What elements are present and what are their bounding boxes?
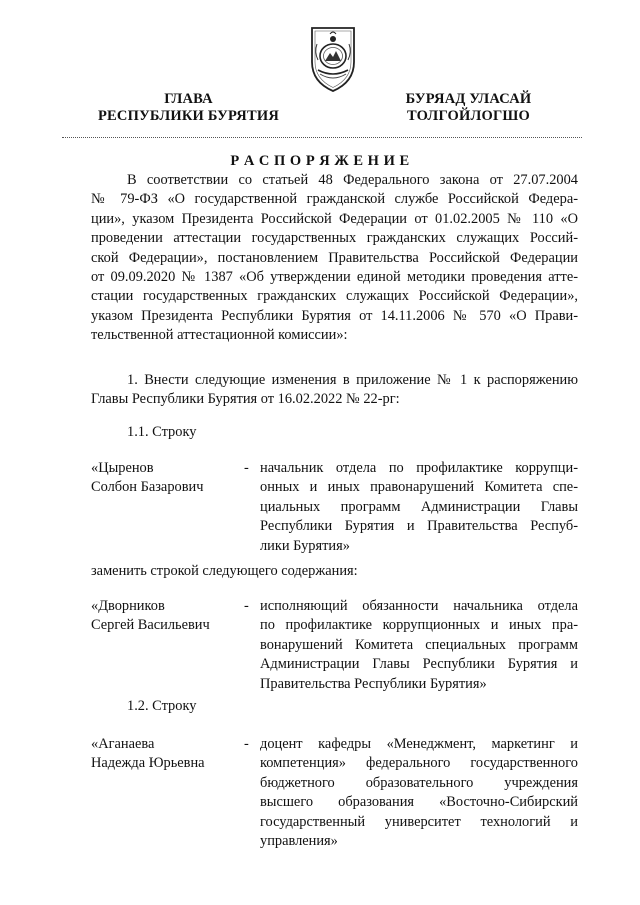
- header-left-title: [86, 91, 291, 125]
- entry-position: [260, 459, 578, 556]
- item-1-2-label: 1.2. Строку: [127, 698, 197, 714]
- preamble-line: № 79-ФЗ «О государственной гражданской службе Российской Федера-: [91, 191, 578, 208]
- preamble-line: указом Президента Республики Бурятия от 14.11.2006 № 570 «О Прави-: [91, 307, 578, 324]
- header-right-line-2: ТОЛГОЙЛОГШО: [407, 108, 530, 124]
- item-1-1-label: 1.1. Строку: [127, 424, 197, 440]
- entry-given-names: Надежда Юрьевна: [91, 755, 205, 772]
- entry-position-line: исполняющий обязанности начальника отдела: [260, 598, 578, 614]
- entry-surname: «Цыренов: [91, 460, 154, 476]
- entry-surname: «Дворников: [91, 598, 165, 614]
- header-right-title: [386, 91, 551, 125]
- entry-name: [91, 597, 241, 636]
- header-left-line-1: ГЛАВА: [164, 91, 213, 107]
- entry-position-line: вонарушений Комитета специальных программ: [260, 636, 578, 653]
- entry-position-line: доцент кафедры «Менеджмент, маркетинг и: [260, 736, 578, 752]
- document-title: Р А С П О Р Я Ж Е Н И Е: [230, 153, 410, 169]
- item-1-line: Главы Республики Бурятия от 16.02.2022 № 22-рг:: [91, 391, 400, 408]
- item-1-line: 1. Внести следующие изменения в приложение № 1 к распоряжению: [127, 372, 578, 388]
- entry-dash: -: [244, 460, 249, 476]
- entry-position-line: высшего образования «Восточно-Сибирский: [260, 794, 578, 811]
- entry-position-line: Правительства Республики Бурятия»: [260, 675, 487, 692]
- header-right-line-1: БУРЯАД УЛАСАЙ: [405, 91, 532, 107]
- entry-given-names: Солбон Базарович: [91, 479, 204, 496]
- header-divider: [62, 137, 582, 138]
- entry-position-line: управления»: [260, 832, 338, 849]
- header-left-line-2: РЕСПУБЛИКИ БУРЯТИЯ: [98, 108, 279, 124]
- entry-position-line: лики Бурятия»: [260, 537, 350, 554]
- entry-surname: «Аганаева: [91, 736, 155, 752]
- preamble-paragraph: [91, 171, 578, 346]
- entry-position-line: циальных программ Администрации Главы: [260, 498, 578, 515]
- preamble-line: ции», указом Президента Российской Федерации от 01.02.2005 № 110 «О: [91, 210, 578, 227]
- entry-position-line: начальник отдела по профилактике коррупци-: [260, 460, 578, 476]
- item-1-paragraph: [91, 371, 578, 410]
- replace-text: заменить строкой следующего содержания:: [91, 563, 358, 579]
- entry-position-line: онных и иных правонарушений Комитета спе-: [260, 479, 578, 496]
- entry-position-line: государственный университет технологий и: [260, 813, 578, 830]
- entry-position-line: по профилактике коррупционных и иных пра-: [260, 617, 578, 634]
- preamble-line: ской Федерации», постановлением Правительства Российской Федерации: [91, 249, 578, 266]
- entry-given-names: Сергей Васильевич: [91, 617, 210, 634]
- entry-dash: -: [244, 598, 249, 614]
- entry-position: [260, 597, 578, 694]
- preamble-line: от 09.09.2020 № 1387 «Об утверждении единой методики проведения атте-: [91, 268, 578, 285]
- preamble-line: тельственной аттестационной комиссии»:: [91, 327, 348, 344]
- entry-position-line: бюджетного образовательного учреждения: [260, 774, 578, 791]
- preamble-line: проведении аттестации государственных гражданских служащих Россий-: [91, 230, 578, 247]
- entry-position-line: компетенция» федерального государственного: [260, 755, 578, 772]
- coat-of-arms-icon: [304, 22, 362, 94]
- preamble-line: В соответствии со статьей 48 Федерального закона от 27.07.2004: [127, 172, 578, 188]
- entry-name: [91, 459, 241, 498]
- entry-position-line: Республики Бурятия и Правительства Респуб-: [260, 518, 578, 535]
- entry-name: [91, 735, 241, 774]
- entry-position-line: Администрации Главы Республики Бурятия и: [260, 656, 578, 673]
- entry-position: [260, 735, 578, 851]
- preamble-line: стации государственных гражданских служащих Российской Федерации»,: [91, 288, 578, 305]
- entry-dash: -: [244, 736, 249, 752]
